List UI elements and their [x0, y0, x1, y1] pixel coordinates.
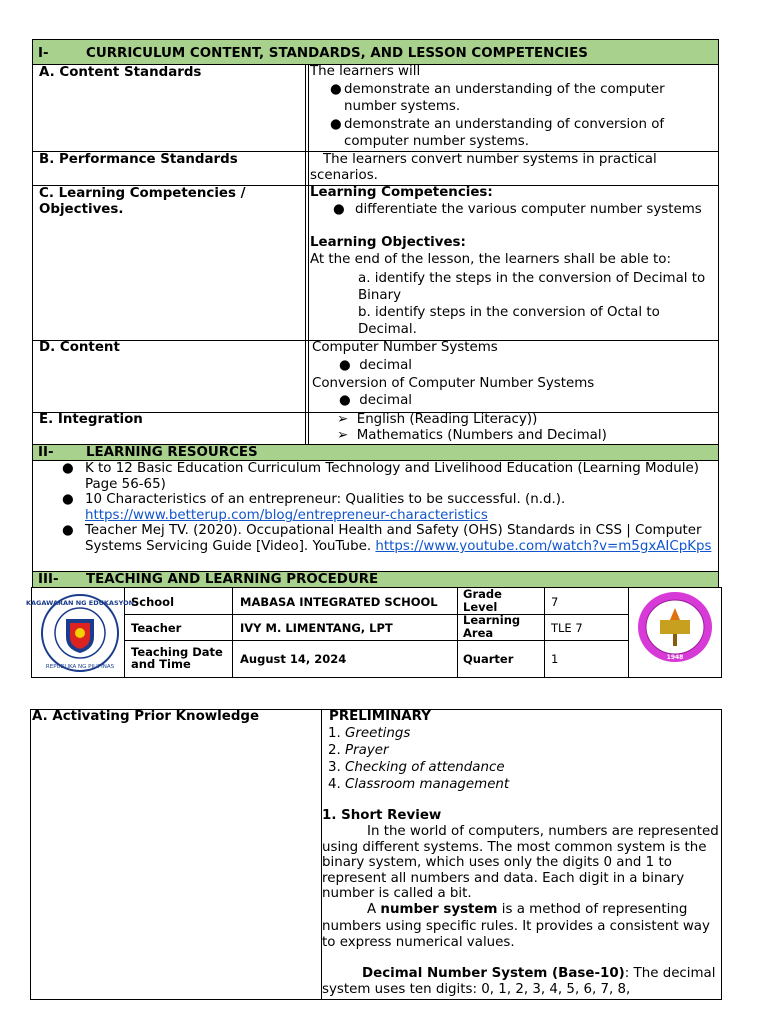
- content-label: D. Content: [39, 340, 120, 355]
- arrow-bullet-icon: ➢: [337, 428, 357, 443]
- content-line2: Conversion of Computer Number Systems: [312, 376, 595, 391]
- resource-item: ● Teacher Mej TV. (2020). Occupational Health and Safety (OHS) Standards in CSS | Computer Systems Servicing Guide [Video]. YouTube. https://www.youtube.com/watch?v=m5gxAICpKps: [62, 523, 712, 554]
- section3-title: TEACHING AND LEARNING PROCEDURE: [86, 572, 379, 587]
- decimal-text: : The decimal system uses ten digits: 0, 1, 2, 3, 4, 5, 6, 7, 8,: [322, 966, 716, 997]
- teacher-label: Teacher: [131, 621, 182, 635]
- content-standards-label: A. Content Standards: [39, 65, 202, 80]
- grade-label: Grade Level: [463, 587, 502, 614]
- prelim-text: Checking of attendance: [345, 760, 505, 775]
- section1-header: [32, 39, 719, 65]
- integration-label: E. Integration: [39, 412, 143, 427]
- competencies-label: C. Learning Competencies / Objectives.: [39, 186, 246, 217]
- content-line1: Computer Number Systems: [312, 340, 498, 355]
- prelim-text: Prayer: [345, 743, 389, 758]
- school-label: School: [131, 595, 175, 609]
- prelim-item: 4. Classroom management: [328, 777, 510, 792]
- section1-numeral: I-: [38, 46, 49, 61]
- resource-text: K to 12 Basic Education Curriculum Technology and Livelihood Education (Learning Module) Page 56-65): [85, 461, 699, 492]
- decimal-system-para: [322, 966, 720, 998]
- date-value: August 14, 2024: [240, 652, 347, 666]
- bullet-text: demonstrate an understanding of the computer number systems.: [344, 82, 665, 114]
- competency-text: differentiate the various computer number systems: [355, 202, 702, 217]
- grade-value: 7: [551, 595, 559, 609]
- prelim-item: 2. Prayer: [328, 743, 389, 758]
- objectives-intro: At the end of the lesson, the learners shall be able to:: [310, 252, 672, 267]
- content-standards-intro: The learners will: [310, 64, 421, 79]
- school-seal-year: 1948: [666, 654, 684, 661]
- short-review-para1: In the world of computers, numbers are represented using different systems. The most common system is the binary system, which uses only the digits 0 and 1 to represent all numbers and data. Each digit in a binary number is called a bit.: [322, 824, 719, 902]
- prelim-item: 1. Greetings: [328, 726, 411, 741]
- content-bullet2: ● decimal: [339, 393, 412, 408]
- deped-seal-top: KAGAWARAN NG EDUKASYON: [25, 599, 135, 607]
- short-review-heading: 1. Short Review: [322, 808, 442, 823]
- deped-seal-bottom: REPUBLIKA NG PILIPINAS: [45, 664, 115, 670]
- section2-header: [32, 444, 719, 461]
- bullet-text: demonstrate an understanding of conversion of computer number systems.: [344, 117, 665, 149]
- section1-title: CURRICULUM CONTENT, STANDARDS, AND LESSON COMPETENCIES: [86, 46, 588, 61]
- competencies-heading: Learning Competencies:: [310, 185, 493, 200]
- content-bullet1: ● decimal: [339, 358, 412, 373]
- para2-pre: A: [367, 902, 381, 917]
- prelim-text: Classroom management: [345, 777, 510, 792]
- col-line: [544, 587, 545, 678]
- content-bullet1-text: decimal: [359, 358, 412, 373]
- section3-header: [32, 571, 719, 588]
- col-line: [232, 587, 233, 678]
- objective-item: a. identify the steps in the conversion of Decimal to Binary: [358, 271, 706, 303]
- activating-label: A. Activating Prior Knowledge: [32, 709, 260, 724]
- section3-numeral: III-: [38, 572, 59, 587]
- competency-item: ● differentiate the various computer number systems: [333, 202, 702, 217]
- deped-seal-icon: [25, 593, 135, 673]
- para2-bold: number system: [380, 902, 498, 917]
- decimal-heading: Decimal Number System (Base-10): [362, 966, 625, 981]
- content-standards-bullet: ● demonstrate an understanding of conversion of computer number systems.: [330, 116, 710, 150]
- resource-item: ● 10 Characteristics of an entrepreneur: Qualities to be successful. (n.d.). https://www.betterup.com/blog/entrepreneur-characteristics: [62, 492, 712, 524]
- column-divider: [305, 65, 306, 445]
- quarter-value: 1: [551, 652, 559, 666]
- arrow-bullet-icon: ➢: [337, 412, 357, 427]
- col-line: [457, 587, 458, 678]
- resource-item: ● K to 12 Basic Education Curriculum Technology and Livelihood Education (Learning Module) Page 56-65): [62, 461, 712, 493]
- prelim-text: Greetings: [345, 726, 411, 741]
- resource-text: 10 Characteristics of an entrepreneur: Qualities to be successful. (n.d.).: [85, 492, 566, 507]
- area-label: Learning Area: [463, 613, 521, 640]
- resource-text: Teacher Mej TV. (2020). Occupational Health and Safety (OHS) Standards in CSS | Computer Systems Servicing Guide [Video]. YouTube.: [85, 523, 702, 554]
- column-divider-inner: [308, 65, 309, 445]
- objectives-heading: Learning Objectives:: [310, 235, 466, 250]
- row-line: [124, 640, 628, 641]
- teacher-value: IVY M. LIMENTANG, LPT: [240, 621, 393, 635]
- section2-numeral: II-: [38, 445, 54, 460]
- section2-title: LEARNING RESOURCES: [86, 445, 258, 460]
- area-value: TLE 7: [551, 621, 583, 635]
- integration-text: English (Reading Literacy)): [356, 412, 538, 427]
- content-standards-bullet: ● demonstrate an understanding of the computer number systems.: [330, 81, 710, 115]
- school-seal-icon: [636, 590, 714, 664]
- integration-text: Mathematics (Numbers and Decimal): [356, 428, 607, 443]
- row-line: [124, 614, 628, 615]
- school-value: MABASA INTEGRATED SCHOOL: [240, 595, 438, 609]
- col-line: [628, 587, 629, 678]
- performance-standards-text: The learners convert number systems in practical scenarios.: [310, 152, 657, 183]
- date-label: Teaching Date and Time: [131, 645, 223, 671]
- objective-item: b. identify steps in the conversion of Octal to Decimal.: [358, 305, 660, 337]
- resource-link[interactable]: https://www.youtube.com/watch?v=m5gxAICpKps: [375, 539, 712, 554]
- quarter-label: Quarter: [463, 652, 514, 666]
- prelim-item: 3. Checking of attendance: [328, 760, 505, 775]
- para2-post: is a method of representing numbers using specific rules. It provides a consistent way to express numerical values.: [322, 902, 710, 950]
- content-bullet2-text: decimal: [359, 393, 412, 408]
- short-review-para2: [322, 902, 720, 952]
- performance-standards-label: B. Performance Standards: [39, 152, 238, 167]
- integration-item: [337, 412, 537, 427]
- preliminary-heading: PRELIMINARY: [329, 709, 431, 724]
- resource-link[interactable]: https://www.betterup.com/blog/entrepreneur-characteristics: [85, 508, 488, 523]
- integration-item: [337, 428, 607, 443]
